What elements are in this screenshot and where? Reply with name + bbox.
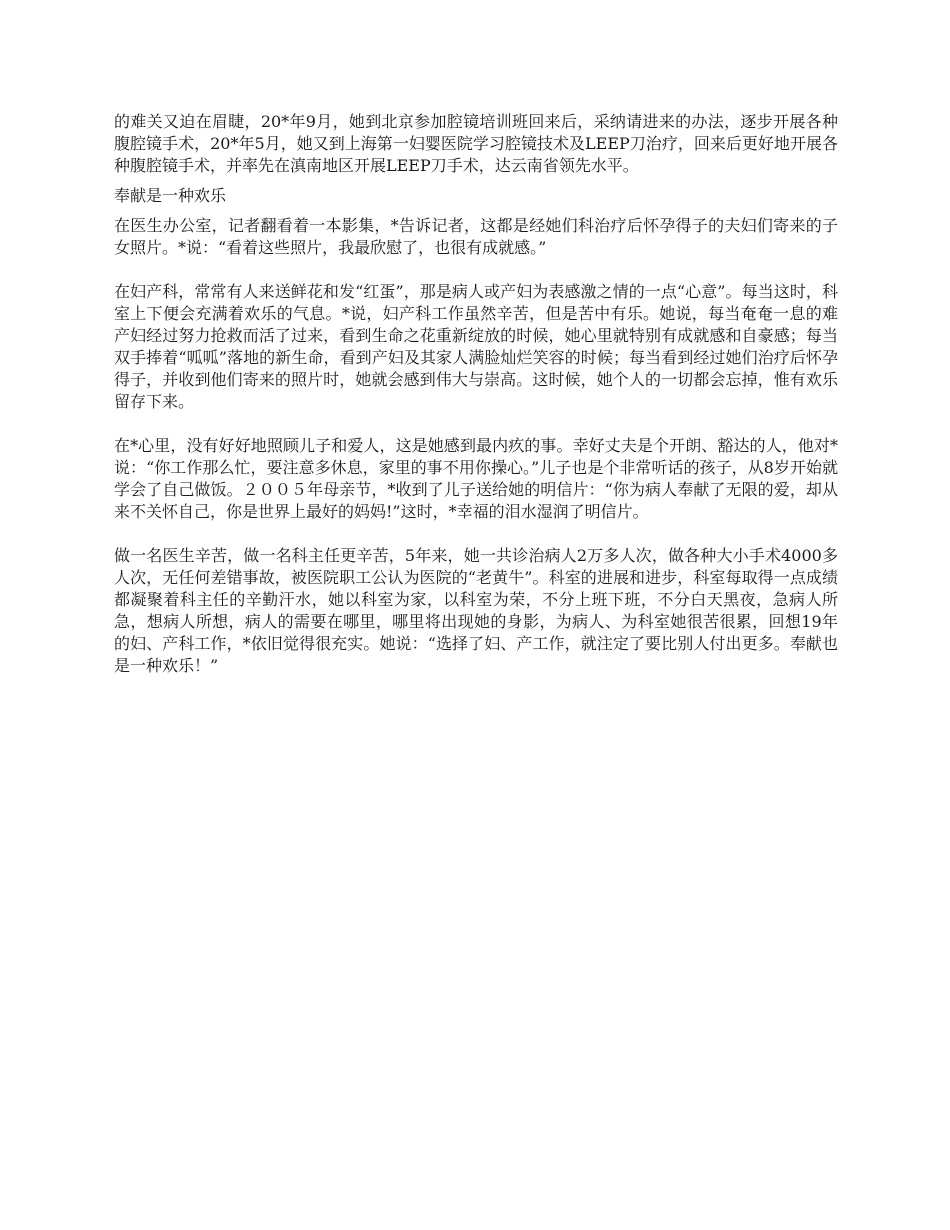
paragraph-laparoscopy: 的难关又迫在眉睫，20*年9月，她到北京参加腔镜培训班回来后，采纳请进来的办法，逐步开展各种腹腔镜手术，20*年5月，她又到上海第一妇婴医院学习腔镜技术及LEEP刀治疗，回来后更好地开展各种腹腔镜手术，并率先在滇南地区开展LEEP刀手术，达云南省领先水平。 xyxy=(114,112,838,175)
paragraph-family: 在*心里，没有好好地照顾儿子和爱人，这是她感到最内疚的事。幸好丈夫是个开朗、豁达的人，他对*说：“你工作那么忙，要注意多休息，家里的事不用你操心。”儿子也是个非常听话的孩子，从8岁开始就学会了自己做饭。２００５年母亲节，*收到了儿子送给她的明信片：“你为病人奉献了无限的爱，却从来不关怀自己，你是世界上最好的妈妈!”这时，*幸福的泪水湿润了明信片。 xyxy=(114,436,838,521)
paragraph-photo-album: 在医生办公室，记者翻看着一本影集，*告诉记者，这都是经她们科治疗后怀孕得子的夫妇们寄来的子女照片。*说：“看着这些照片，我最欣慰了，也很有成就感。” xyxy=(114,216,838,257)
section-heading: 奉献是一种欢乐 xyxy=(114,186,227,205)
document-body xyxy=(114,111,838,677)
paragraph-joy-of-work: 在妇产科，常常有人来送鲜花和发“红蛋”，那是病人或产妇为表感激之情的一点“心意”。每当这时，科室上下便会充满着欢乐的气息。*说，妇产科工作虽然辛苦，但是苦中有乐。她说，每当奄奄一息的难产妇经过努力抢救而活了过来，看到生命之花重新绽放的时候，她心里就特别有成就感和自豪感；每当双手捧着“呱呱”落地的新生命，看到产妇及其家人满脸灿烂笑容的时候；每当看到经过她们治疗后怀孕得子，并收到他们寄来的照片时，她就会感到伟大与崇高。这时候，她个人的一切都会忘掉，惟有欢乐留存下来。 xyxy=(114,282,838,411)
paragraph-dedication: 做一名医生辛苦，做一名科主任更辛苦，5年来，她一共诊治病人2万多人次，做各种大小手术4000多人次，无任何差错事故，被医院职工公认为医院的“老黄牛”。科室的进展和进步，科室每取得一点成绩都凝聚着科主任的辛勤汗水，她以科室为家，以科室为荣，不分上班下班，不分白天黑夜，急病人所急，想病人所想，病人的需要在哪里，哪里将出现她的身影，为病人、为科室她很苦很累，回想19年的妇、产科工作，*依旧觉得很充实。她说：“选择了妇、产工作，就注定了要比别人付出更多。奉献也是一种欢乐！” xyxy=(114,546,838,675)
